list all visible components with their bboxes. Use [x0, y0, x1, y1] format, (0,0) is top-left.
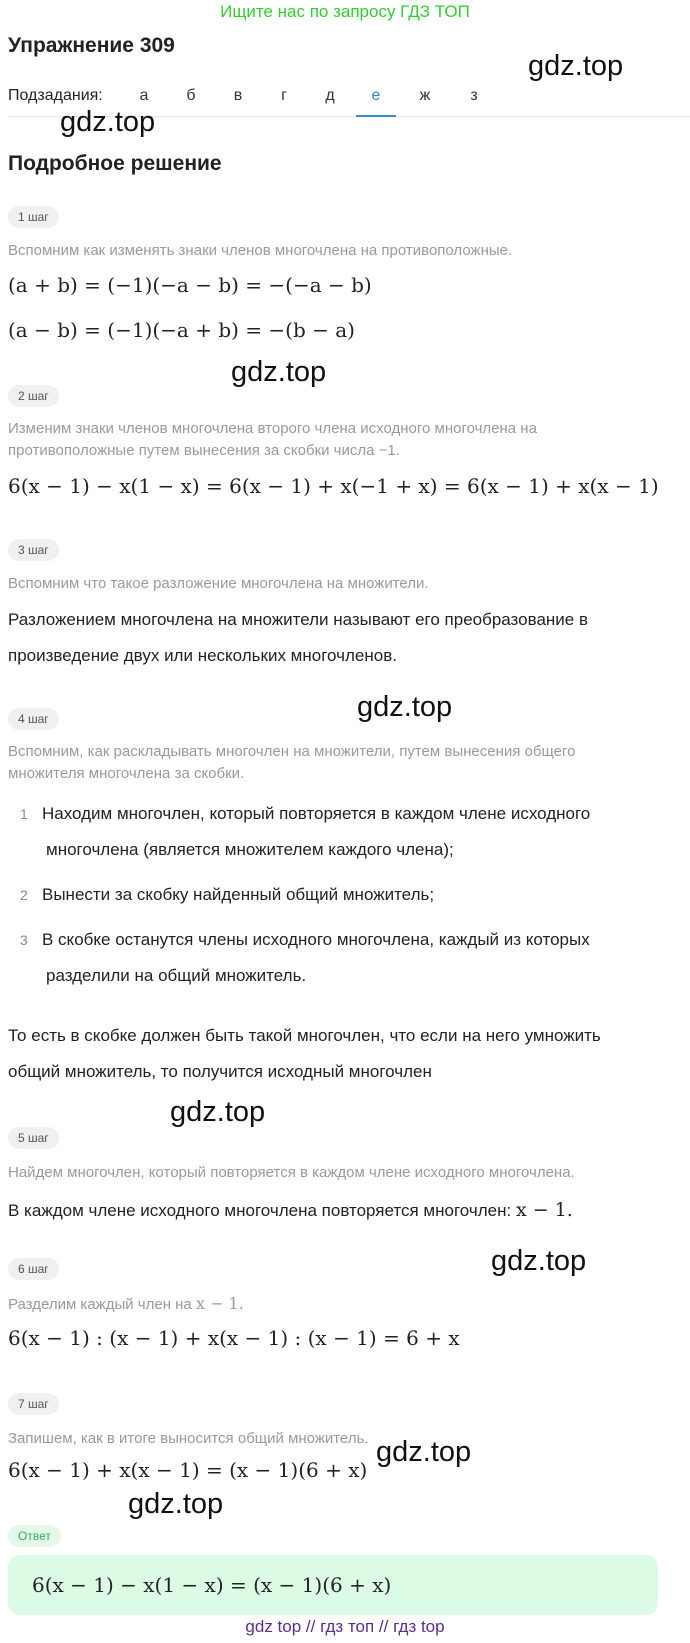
list-text: разделили на общий множитель.	[46, 966, 307, 985]
page-title: Упражнение 309	[8, 34, 175, 57]
definition-text: Разложением многочлена на множители называют его преобразование в произведение двух или нескольких многочленов.	[8, 610, 589, 665]
watermark: gdz.top	[170, 1096, 266, 1128]
step-hint: Найдем многочлен, который повторяется в каждом члене исходного многочлена.	[8, 1164, 575, 1181]
watermark: gdz.top	[128, 1488, 224, 1520]
result-label: В каждом члене исходного многочлена повторяется многочлен:	[8, 1201, 512, 1220]
step-badge: 2 шаг	[8, 385, 59, 407]
step-badge: 5 шаг	[8, 1127, 59, 1149]
formula: 6(x − 1) : (x − 1) + x(x − 1) : (x − 1) = 6 + x	[8, 1326, 460, 1350]
watermark: gdz.top	[357, 691, 453, 723]
step-hint: Вспомним как изменять знаки членов многочлена на противоположные.	[8, 242, 513, 259]
subtask-tab-b[interactable]: б	[186, 87, 196, 104]
result-expression: x − 1.	[515, 1199, 573, 1221]
subtask-tab-d[interactable]: д	[325, 87, 335, 104]
answer-badge: Ответ	[8, 1525, 61, 1547]
step-badge: 7 шаг	[8, 1393, 59, 1415]
step-badge: 3 шаг	[8, 539, 59, 561]
watermark: gdz.top	[528, 50, 624, 82]
list-text: многочлена (является множителем каждого члена);	[46, 840, 454, 859]
step-hint-expression: x − 1.	[195, 1294, 244, 1313]
watermark: gdz.top	[376, 1436, 472, 1468]
section-title: Подробное решение	[8, 152, 222, 175]
step-hint	[8, 1293, 618, 1316]
step-hint: Изменим знаки членов многочлена второго члена исходного многочлена на противоположные путем вынесения за скобки числа −1.	[8, 420, 537, 459]
explanation-text: То есть в скобке должен быть такой многочлен, что если на него умножить общий множитель, то получится исходный многочлен	[8, 1026, 601, 1081]
footer-links[interactable]: gdz top // гдз топ // гдз top	[245, 1617, 445, 1636]
watermark: gdz.top	[491, 1245, 587, 1277]
subtask-tab-z[interactable]: з	[470, 87, 478, 104]
list-number: 2	[20, 887, 28, 903]
list-number: 1	[20, 806, 28, 822]
list-number: 3	[20, 932, 28, 948]
step-hint: Вспомним, как раскладывать многочлен на множители, путем вынесения общего множителя многочлена за скобки.	[8, 743, 576, 782]
formula: 6(x − 1) − x(1 − x) = 6(x − 1) + x(−1 + x) = 6(x − 1) + x(x − 1)	[8, 474, 659, 498]
step-hint: Запишем, как в итоге выносится общий множитель.	[8, 1430, 369, 1447]
list-item	[20, 796, 660, 868]
list-item	[20, 877, 660, 913]
subtask-tab-g[interactable]: г	[281, 87, 287, 104]
step-badge: 6 шаг	[8, 1258, 59, 1280]
watermark: gdz.top	[60, 106, 156, 138]
step-hint: Вспомним что такое разложение многочлена на множители.	[8, 575, 429, 592]
answer-formula: 6(x − 1) − x(1 − x) = (x − 1)(6 + x)	[32, 1573, 392, 1597]
formula: (a + b) = (−1)(−a − b) = −(−a − b)	[8, 273, 372, 297]
list-text: Вынести за скобку найденный общий множитель;	[42, 885, 435, 904]
step-badge: 4 шаг	[8, 708, 59, 730]
list-text: В скобке останутся члены исходного многочлена, каждый из которых	[42, 930, 590, 949]
result-text	[8, 1192, 668, 1229]
subtask-tab-v[interactable]: в	[233, 87, 243, 104]
formula: 6(x − 1) + x(x − 1) = (x − 1)(6 + x)	[8, 1458, 368, 1482]
subtask-tab-e[interactable]: е	[356, 87, 396, 117]
watermark: gdz.top	[231, 356, 327, 388]
list-item	[20, 922, 660, 994]
step-badge: 1 шаг	[8, 206, 59, 228]
subtasks-label: Подзадания:	[8, 87, 103, 104]
list-text: Находим многочлен, который повторяется в каждом члене исходного	[42, 804, 591, 823]
search-banner: Ищите нас по запросу ГДЗ ТОП	[220, 2, 470, 21]
step-hint-text: Разделим каждый член на	[8, 1296, 192, 1313]
subtask-tab-zh[interactable]: ж	[419, 87, 431, 104]
answer-box	[8, 1555, 658, 1615]
formula: (a − b) = (−1)(−a + b) = −(b − a)	[8, 318, 355, 342]
subtask-tab-a[interactable]: а	[139, 87, 149, 104]
